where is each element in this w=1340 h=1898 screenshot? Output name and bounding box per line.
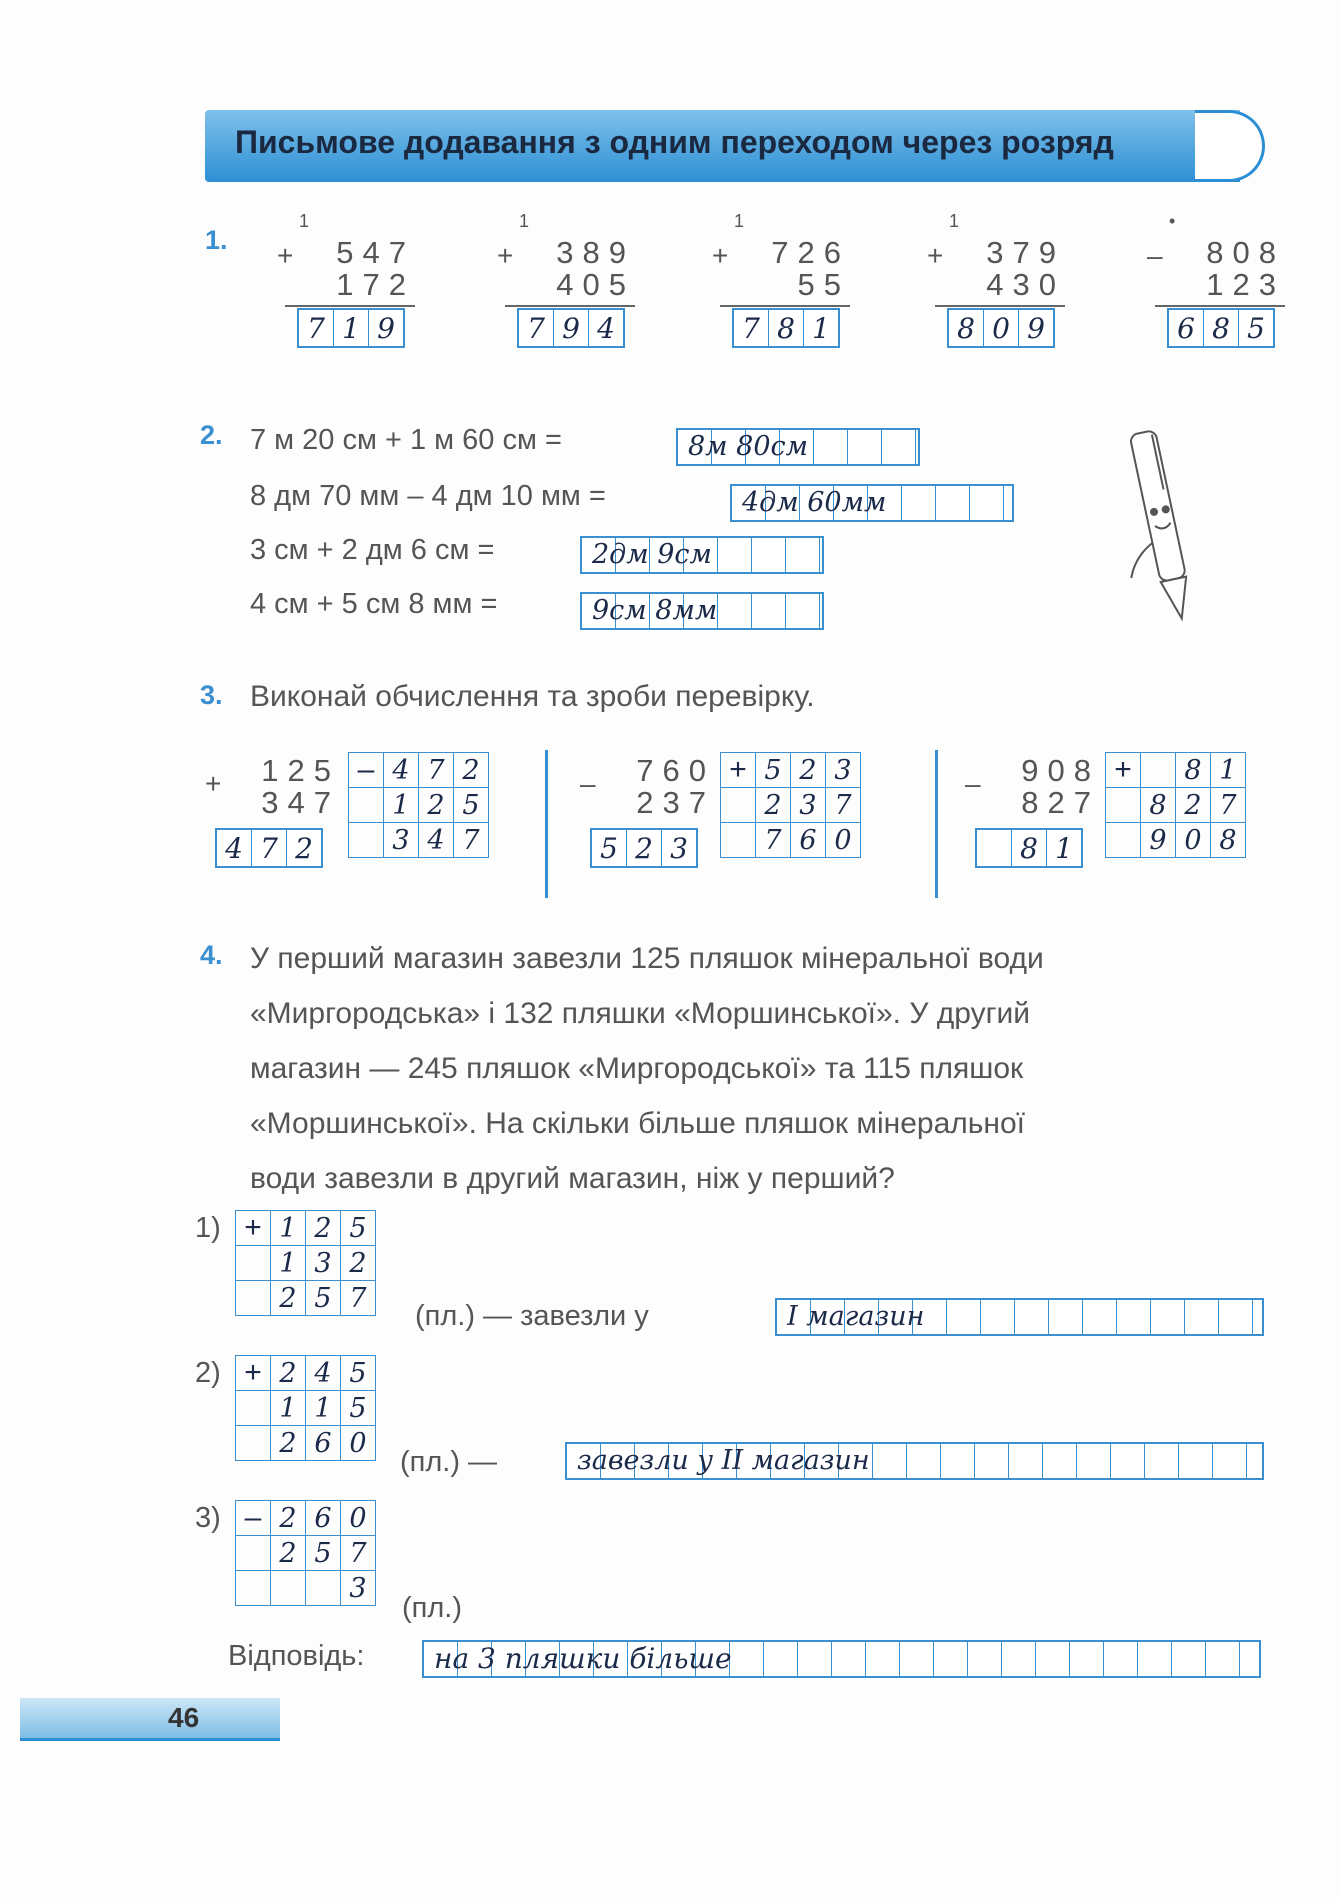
grid-cell[interactable]: 5 [341,1391,376,1426]
grid-cell [349,823,384,858]
grid-cell [236,1246,271,1281]
grid-cell[interactable]: 7 [454,823,489,858]
grid-cell[interactable]: 0 [826,823,861,858]
grid-cell[interactable]: 1 [271,1246,306,1281]
grid-cell[interactable]: 6 [791,823,826,858]
grid-cell[interactable]: 1 [271,1211,306,1246]
task3-answer-3[interactable] [975,828,1083,868]
top-number: 726 [771,235,850,270]
task4-number: 4. [200,940,223,970]
check-operation-sign: + [721,753,756,788]
answer-digit: 1 [1055,831,1073,865]
step-operation-sign: – [236,1501,271,1536]
grid-cell[interactable]: 2 [271,1281,306,1316]
grid-cell[interactable]: 7 [419,753,454,788]
answer-digit: 3 [670,831,688,865]
grid-cell[interactable] [1141,753,1176,788]
answer-digit: 9 [554,310,589,346]
grid-cell [721,823,756,858]
problem-line: води завезли в другий магазин, ніж у перший? [250,1162,895,1195]
answer-digit: 7 [252,830,287,866]
step-label: 2) [195,1357,221,1389]
task1-column-2 [505,205,635,307]
task3-answer-1[interactable] [215,828,323,868]
grid-cell[interactable]: 2 [454,753,489,788]
grid-cell[interactable]: 7 [341,1536,376,1571]
step-grid-1 [235,1210,376,1316]
section-title: Письмове додавання з одним переходом через розряд [235,124,1114,160]
grid-cell[interactable]: 8 [1211,823,1246,858]
grid-cell[interactable]: 2 [756,788,791,823]
task2-answer-3[interactable]: 2дм 9см [580,536,824,574]
grid-cell [236,1281,271,1316]
grid-cell [721,788,756,823]
task3-divider-1 [545,750,548,898]
answer-digit: 0 [984,310,1019,346]
grid-cell[interactable]: 2 [271,1536,306,1571]
task1-column-1 [285,205,415,307]
top-number: 379 [986,235,1065,270]
task3-check-grid-3 [1105,752,1246,858]
answer-digit: 8 [949,310,984,346]
task2-expr-3: 3 см + 2 дм 6 см = [250,534,495,566]
check-operation-sign: + [1106,753,1141,788]
task1-column-4 [935,205,1065,307]
carry-mark: 1 [299,211,310,231]
answer-digit: 4 [217,830,252,866]
problem-line: «Моршинської». На скільки більше пляшок мінеральної [250,1107,1025,1140]
grid-cell[interactable]: 5 [454,788,489,823]
grid-cell[interactable]: 5 [756,753,791,788]
operation-sign: – [580,768,596,799]
step-grid-2 [235,1355,376,1461]
answer-digit [977,830,1012,866]
task3-column-2 [600,755,715,819]
grid-cell[interactable]: 3 [826,753,861,788]
task2-expr-4: 4 см + 5 см 8 мм = [250,588,498,620]
task1-answer-3[interactable] [732,308,840,348]
grid-cell[interactable]: 3 [341,1571,376,1606]
grid-cell[interactable]: 1 [1211,753,1246,788]
answer-digit: 8 [1204,310,1239,346]
task3-number: 3. [200,680,223,710]
grid-cell[interactable]: 7 [341,1281,376,1316]
task3-column-3 [985,755,1100,819]
grid-cell[interactable]: 7 [756,823,791,858]
grid-cell [236,1391,271,1426]
answer-digit: 6 [1169,310,1204,346]
answer-digit: 4 [597,311,615,345]
grid-cell[interactable]: 6 [306,1426,341,1461]
task3-answer-2[interactable] [590,828,698,868]
bottom-number: 430 [986,267,1065,302]
bottom-number: 172 [336,267,415,302]
task1-answer-4[interactable] [947,308,1055,348]
answer-digit: 1 [334,310,369,346]
task3-column-1 [225,755,340,819]
task1-answer-5[interactable] [1167,308,1275,348]
grid-cell[interactable] [271,1571,306,1606]
step-grid-3 [235,1500,376,1606]
answer-digit: 9 [377,311,395,345]
grid-cell[interactable]: 1 [384,788,419,823]
section-header [205,110,1265,182]
grid-cell[interactable]: 1 [306,1391,341,1426]
step-operation-sign: + [236,1211,271,1246]
grid-cell[interactable]: 4 [384,753,419,788]
answer-digit: 7 [734,310,769,346]
answer-digit: 2 [627,830,662,866]
bottom-number: 123 [1206,267,1285,302]
step-operation-sign: + [236,1356,271,1391]
grid-cell[interactable]: 3 [791,788,826,823]
operation-sign: + [277,240,294,271]
grid-cell[interactable]: 1 [271,1391,306,1426]
bottom-number: 347 [261,785,340,820]
answer-label: Відповідь: [228,1640,365,1672]
task2-answer-4[interactable]: 9см 8мм [580,592,824,630]
grid-cell[interactable]: 2 [271,1501,306,1536]
page-number-tab [20,1698,310,1742]
answer-digit: 9 [1027,311,1045,345]
grid-cell[interactable]: 2 [341,1246,376,1281]
top-number: 389 [556,235,635,270]
task2-number: 2. [200,420,223,450]
grid-cell [236,1426,271,1461]
bottom-number: 55 [797,267,850,302]
problem-line: магазин — 245 пляшок «Миргородської» та 115 пляшок [250,1052,1024,1085]
problem-line: У перший магазин завезли 125 пляшок мінеральної води [250,942,1044,975]
operation-sign: + [497,240,514,271]
task3-divider-2 [935,750,938,898]
carry-mark: 1 [734,211,745,231]
task2-expr-2: 8 дм 70 мм – 4 дм 10 мм = [250,480,606,512]
task1-answer-1[interactable] [297,308,405,348]
pen-mascot-icon [1110,420,1220,640]
task3-check-grid-1 [348,752,489,858]
grid-cell[interactable]: 2 [306,1211,341,1246]
top-number: 760 [636,753,715,788]
top-number: 125 [261,753,340,788]
grid-cell[interactable]: 4 [306,1356,341,1391]
step-unit: (пл.) [402,1592,462,1624]
operation-sign: + [927,240,944,271]
grid-cell[interactable]: 2 [271,1426,306,1461]
grid-cell[interactable]: 6 [306,1501,341,1536]
grid-cell[interactable]: 5 [306,1536,341,1571]
answer-digit: 7 [519,310,554,346]
bottom-number: 827 [1021,785,1100,820]
step-answer-2[interactable]: завезли у ІІ магазин [565,1442,1264,1480]
answer-digit: 1 [812,311,830,345]
grid-cell[interactable]: 9 [1141,823,1176,858]
check-operation-sign: – [349,753,384,788]
answer-field[interactable]: на 3 пляшки більше [422,1640,1261,1678]
task2-expr-1: 7 м 20 см + 1 м 60 см = [250,424,562,456]
operation-sign: + [712,240,729,271]
step-label: 3) [195,1502,221,1534]
grid-cell[interactable]: 7 [1211,788,1246,823]
answer-digit: 7 [299,310,334,346]
task1-answer-2[interactable] [517,308,625,348]
grid-cell [1106,823,1141,858]
grid-cell[interactable]: 2 [271,1356,306,1391]
grid-cell[interactable]: 7 [826,788,861,823]
answer-digit: 8 [769,310,804,346]
answer-digit: 8 [1012,830,1047,866]
top-number: 547 [336,235,415,270]
grid-cell [349,788,384,823]
bottom-number: 237 [636,785,715,820]
grid-cell [1106,788,1141,823]
task2-answer-2[interactable]: 4дм 60мм [730,484,1014,522]
grid-cell[interactable]: 2 [1176,788,1211,823]
task3-check-grid-2 [720,752,861,858]
bottom-number: 405 [556,267,635,302]
task1-number: 1. [205,225,228,255]
grid-cell[interactable]: 4 [419,823,454,858]
grid-cell[interactable]: 2 [791,753,826,788]
page-number: 46 [168,1702,200,1733]
grid-cell[interactable] [306,1571,341,1606]
operation-sign: – [965,768,981,799]
grid-cell[interactable]: 0 [1176,823,1211,858]
answer-digit: 5 [1247,311,1265,345]
answer-digit: 2 [295,831,313,865]
task1-column-5 [1155,205,1285,307]
grid-cell[interactable]: 2 [419,788,454,823]
carry-mark: 1 [949,211,960,231]
top-number: 908 [1021,753,1100,788]
grid-cell[interactable]: 5 [341,1211,376,1246]
grid-cell[interactable]: 8 [1176,753,1211,788]
grid-cell[interactable]: 0 [341,1426,376,1461]
task2-answer-1[interactable]: 8м 80см [676,428,920,466]
answer-digit: 5 [592,830,627,866]
grid-cell[interactable]: 5 [306,1281,341,1316]
step-unit: (пл.) — [400,1446,498,1478]
grid-cell [236,1536,271,1571]
grid-cell[interactable]: 3 [384,823,419,858]
grid-cell[interactable]: 8 [1141,788,1176,823]
operation-sign: + [205,768,222,799]
problem-line: «Миргородська» і 132 пляшки «Моршинської». У другий [250,997,1031,1030]
carry-mark: 1 [519,211,530,231]
step-unit: (пл.) — завезли у [415,1300,649,1332]
grid-cell[interactable]: 5 [341,1356,376,1391]
top-number: 808 [1206,235,1285,270]
step-answer-1[interactable]: І магазин [775,1298,1264,1336]
task1-column-3 [720,205,850,307]
grid-cell[interactable]: 3 [306,1246,341,1281]
operation-sign: – [1147,240,1163,271]
step-label: 1) [195,1212,221,1244]
task3-instruction: Виконай обчислення та зроби перевірку. [250,680,815,713]
grid-cell[interactable]: 0 [341,1501,376,1536]
grid-cell [236,1571,271,1606]
carry-mark: • [1169,211,1176,231]
